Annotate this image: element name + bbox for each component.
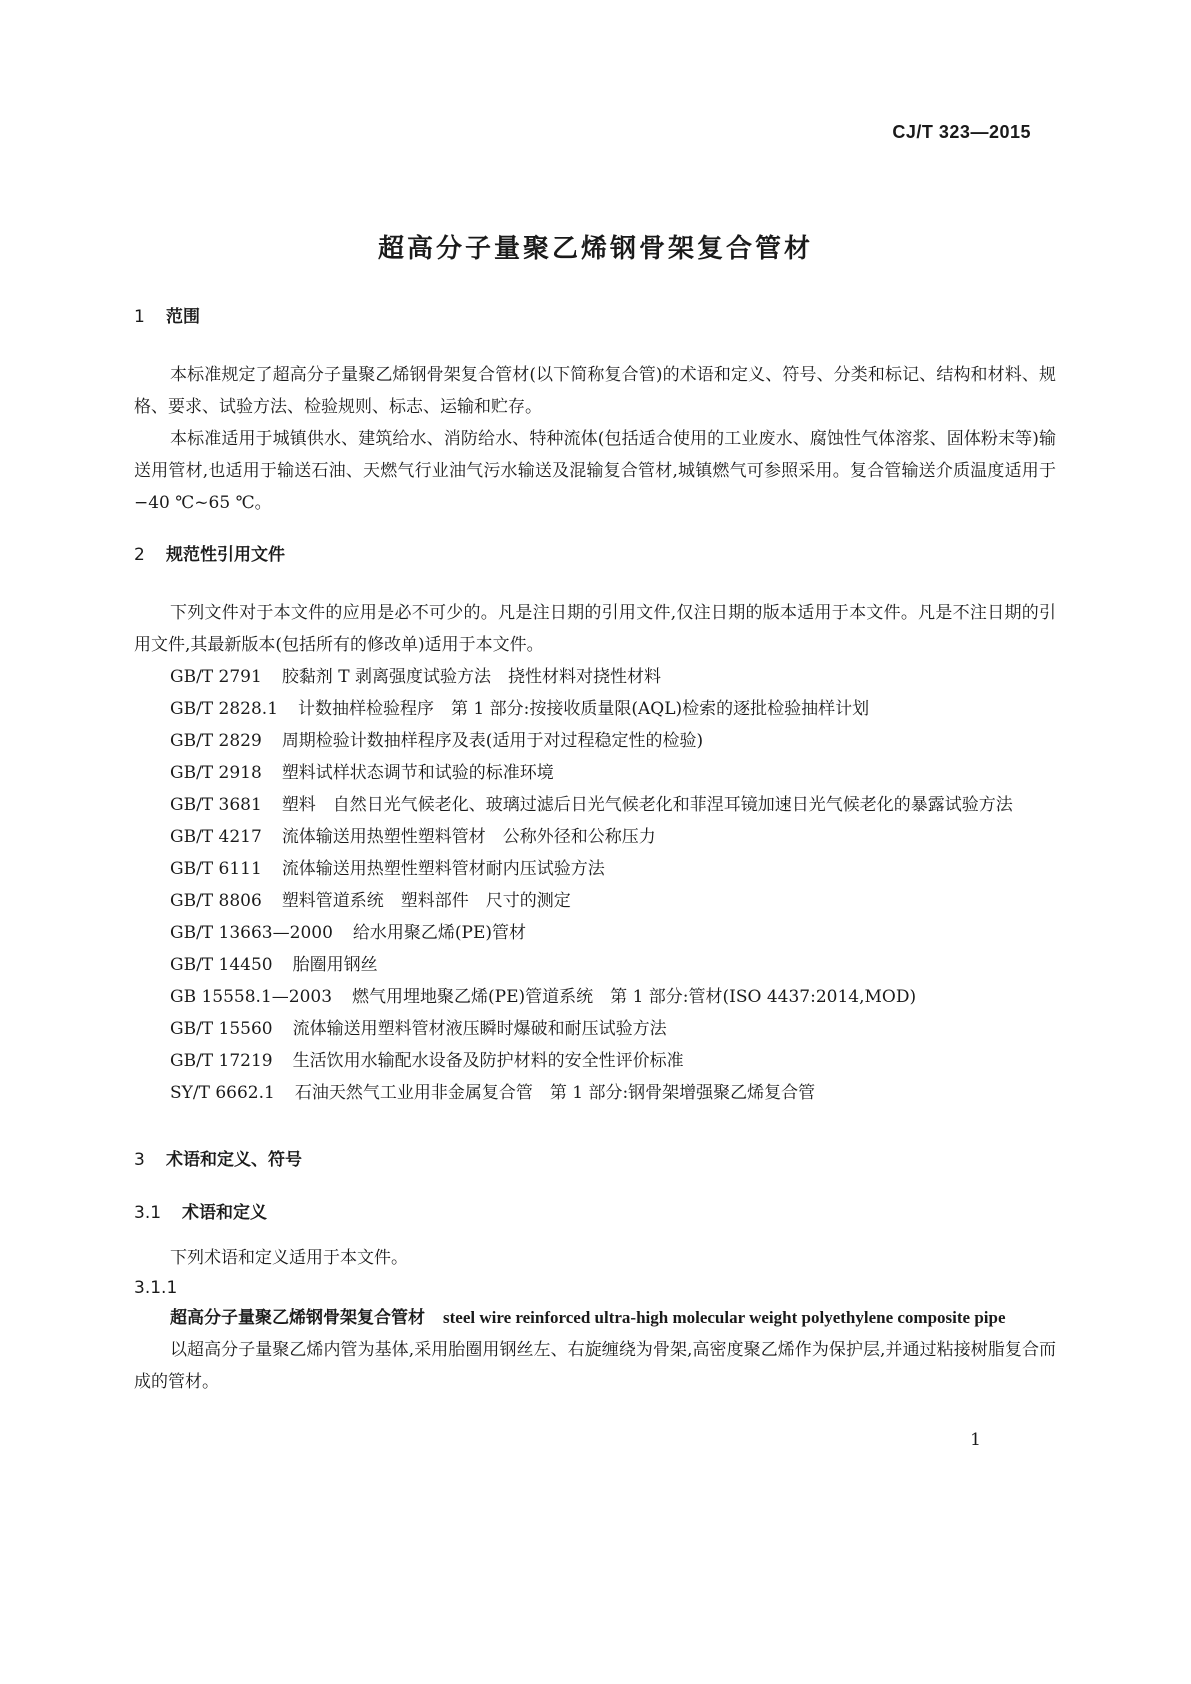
reference-code: GB/T 4217 <box>170 827 262 847</box>
reference-title: 流体输送用塑料管材液压瞬时爆破和耐压试验方法 <box>292 1019 667 1039</box>
reference-title: 流体输送用热塑性塑料管材 公称外径和公称压力 <box>281 827 656 847</box>
reference-code: GB/T 2918 <box>170 763 262 783</box>
reference-title: 计数抽样检验程序 第 1 部分:按接收质量限(AQL)检索的逐批检验抽样计划 <box>298 699 870 719</box>
reference-item <box>134 1013 1056 1045</box>
term-entry <box>134 1302 1056 1334</box>
reference-item <box>134 853 1056 885</box>
standard-code: CJ/T 323—2015 <box>892 122 1031 142</box>
reference-code: GB/T 6111 <box>170 859 262 879</box>
reference-title: 塑料试样状态调节和试验的标准环境 <box>281 763 554 783</box>
section-title: 术语和定义、符号 <box>166 1150 302 1170</box>
reference-item <box>134 981 1056 1013</box>
section-1-heading <box>134 305 1056 329</box>
paragraph: 下列文件对于本文件的应用是必不可少的。凡是注日期的引用文件,仅注日期的版本适用于本文件。凡是不注日期的引用文件,其最新版本(包括所有的修改单)适用于本文件。 <box>134 603 1056 655</box>
reference-code: GB 15558.1—2003 <box>170 987 333 1007</box>
section-1-body <box>134 359 1056 519</box>
reference-item <box>134 917 1056 949</box>
reference-title: 流体输送用热塑性塑料管材耐内压试验方法 <box>281 859 605 879</box>
reference-item <box>134 789 1056 821</box>
reference-item <box>134 1045 1056 1077</box>
page-number: 1 <box>970 1430 981 1450</box>
reference-title: 给水用聚乙烯(PE)管材 <box>352 923 527 943</box>
section-2 <box>134 543 1056 567</box>
section-number: 2 <box>134 545 145 565</box>
reference-item <box>134 725 1056 757</box>
document-title: 超高分子量聚乙烯钢骨架复合管材 <box>377 234 813 264</box>
subsection-3-1-heading <box>134 1201 1056 1225</box>
reference-title: 胶黏剂 T 剥离强度试验方法 挠性材料对挠性材料 <box>281 667 661 687</box>
section-title: 范围 <box>166 307 200 327</box>
reference-item <box>134 661 1056 693</box>
reference-code: GB/T 15560 <box>170 1019 273 1039</box>
paragraph: 本标准规定了超高分子量聚乙烯钢骨架复合管材(以下简称复合管)的术语和定义、符号、分类和标记、结构和材料、规格、要求、试验方法、检验规则、标志、运输和贮存。 <box>134 365 1056 417</box>
reference-item <box>134 1077 1056 1109</box>
reference-code: GB/T 2791 <box>170 667 262 687</box>
term-number: 3.1.1 <box>134 1278 178 1298</box>
paragraph: 本标准适用于城镇供水、建筑给水、消防给水、特种流体(包括适合使用的工业废水、腐蚀性气体溶浆、固体粉末等)输送用管材,也适用于输送石油、天燃气行业油气污水输送及混输复合管材,城镇燃气可参照采用。复合管输送介质温度适用于−40 ℃~65 ℃。 <box>134 429 1056 513</box>
reference-item <box>134 757 1056 789</box>
term-english: steel wire reinforced ultra-high molecular weight polyethylene composite pipe <box>443 1308 1006 1327</box>
reference-title: 石油天然气工业用非金属复合管 第 1 部分:钢骨架增强聚乙烯复合管 <box>294 1083 816 1103</box>
section-number: 3 <box>134 1150 145 1170</box>
reference-code: SY/T 6662.1 <box>170 1083 275 1103</box>
reference-item <box>134 693 1056 725</box>
reference-title: 燃气用埋地聚乙烯(PE)管道系统 第 1 部分:管材(ISO 4437:2014,MOD) <box>352 987 917 1007</box>
reference-code: GB/T 3681 <box>170 795 262 815</box>
reference-item <box>134 885 1056 917</box>
reference-code: GB/T 14450 <box>170 955 273 975</box>
section-title: 规范性引用文件 <box>166 545 285 565</box>
subsection-3-1 <box>134 1201 1056 1225</box>
reference-code: GB/T 13663—2000 <box>170 923 333 943</box>
subsection-title: 术语和定义 <box>182 1203 267 1223</box>
reference-item <box>134 821 1056 853</box>
section-3-heading <box>134 1148 1056 1172</box>
term-chinese: 超高分子量聚乙烯钢骨架复合管材 <box>170 1308 425 1328</box>
reference-code: GB/T 2829 <box>170 731 262 751</box>
reference-item <box>134 949 1056 981</box>
reference-code: GB/T 17219 <box>170 1051 273 1071</box>
paragraph: 下列术语和定义适用于本文件。 <box>170 1248 408 1268</box>
reference-title: 生活饮用水输配水设备及防护材料的安全性评价标准 <box>292 1051 684 1071</box>
section-1 <box>134 305 1056 329</box>
reference-title: 塑料 自然日光气候老化、玻璃过滤后日光气候老化和菲涅耳镜加速日光气候老化的暴露试验方法 <box>281 795 1013 815</box>
section-3 <box>134 1148 1056 1172</box>
section-number: 1 <box>134 307 145 327</box>
reference-title: 塑料管道系统 塑料部件 尺寸的测定 <box>281 891 571 911</box>
subsection-3-1-body <box>134 1242 1056 1398</box>
reference-title: 周期检验计数抽样程序及表(适用于对过程稳定性的检验) <box>281 731 704 751</box>
reference-code: GB/T 2828.1 <box>170 699 279 719</box>
section-2-body <box>134 597 1056 1109</box>
reference-title: 胎圈用钢丝 <box>292 955 378 975</box>
subsection-number: 3.1 <box>134 1203 162 1223</box>
reference-code: GB/T 8806 <box>170 891 262 911</box>
term-definition: 以超高分子量聚乙烯内管为基体,采用胎圈用钢丝左、右旋缠绕为骨架,高密度聚乙烯作为保护层,并通过粘接树脂复合而成的管材。 <box>134 1340 1056 1392</box>
section-2-heading <box>134 543 1056 567</box>
